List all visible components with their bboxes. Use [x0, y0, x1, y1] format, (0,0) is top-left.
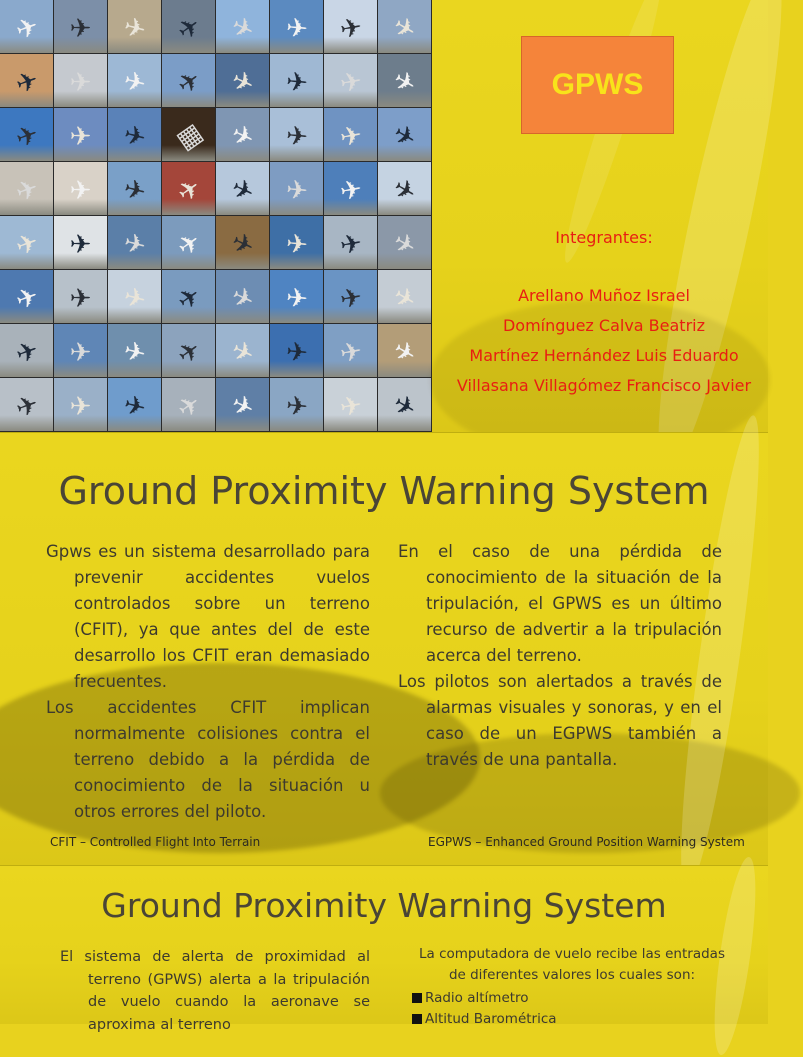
aircraft-thumbnail — [54, 108, 107, 161]
airliner-icon: ✈ — [337, 64, 364, 99]
airliner-icon: ✈ — [11, 9, 42, 46]
formation-icon: ✈ — [226, 9, 259, 46]
aircraft-thumbnail — [270, 162, 323, 215]
concorde-icon: ✈ — [120, 10, 149, 45]
aircraft-thumbnail — [270, 378, 323, 431]
aircraft-thumbnail — [324, 0, 377, 53]
fighter-icon: ✈ — [226, 63, 259, 100]
fighter-icon: ✈ — [170, 63, 207, 101]
aircraft-thumbnail — [324, 378, 377, 431]
airliner-icon: ✈ — [226, 171, 259, 208]
aircraft-thumbnail — [270, 54, 323, 107]
formation-icon: ✈ — [284, 173, 309, 206]
airliner-icon: ✈ — [284, 335, 309, 368]
aircraft-thumbnail — [216, 162, 269, 215]
aircraft-thumbnail — [108, 54, 161, 107]
left-column — [46, 539, 370, 825]
aircraft-thumbnail — [378, 0, 431, 53]
fighter-icon: ✈ — [226, 333, 259, 370]
fighter-icon: ✈ — [11, 333, 42, 370]
fighter-icon: ✈ — [170, 333, 207, 371]
aircraft-thumbnail — [270, 324, 323, 377]
paragraph: Los accidentes CFIT implican normalmente colisiones contra el terreno debido a la pérdida de conocimiento de la situación u otros errores del piloto. — [46, 698, 370, 821]
fighter-icon: ✈ — [226, 117, 259, 154]
bullet-item — [412, 988, 732, 1009]
formation-icon: ✈ — [284, 119, 309, 152]
aircraft-thumbnail-grid — [0, 0, 432, 432]
aircraft-thumbnail — [324, 108, 377, 161]
airliner-icon: ✈ — [11, 171, 42, 208]
aircraft-thumbnail — [54, 378, 107, 431]
aircraft-thumbnail — [378, 270, 431, 323]
aircraft-thumbnail — [54, 270, 107, 323]
aircraft-thumbnail — [378, 162, 431, 215]
paragraph: El sistema de alerta de proximidad al terreno (GPWS) alerta a la tripulación de vuelo cuando la aeronave se aproxima al terreno — [60, 949, 370, 1033]
fighter-icon: ✈ — [120, 334, 149, 369]
fighter-icon: ✈ — [120, 388, 149, 423]
airliner-icon: ✈ — [11, 387, 42, 424]
airliner-icon: ✈ — [120, 172, 149, 207]
airliner-icon: ✈ — [69, 228, 92, 259]
aircraft-thumbnail — [0, 324, 53, 377]
aircraft-thumbnail — [324, 324, 377, 377]
members-heading: Integrantes: — [555, 228, 653, 247]
fighter-icon: ✈ — [226, 387, 259, 424]
slide-title: Ground Proximity Warning System — [101, 886, 667, 925]
aircraft-thumbnail — [162, 324, 215, 377]
aircraft-thumbnail — [270, 108, 323, 161]
team-members — [440, 228, 768, 401]
aircraft-thumbnail — [378, 54, 431, 107]
member-name: Villasana Villagómez Francisco Javier — [456, 376, 752, 395]
aerobatic-icon: ✈ — [69, 174, 92, 205]
fighter-icon: ✈ — [226, 279, 259, 316]
airliner-icon: ✈ — [11, 117, 42, 154]
paragraph: En el caso de una pérdida de conocimiento de la situación de la tripulación, el GPWS es un último recurso de advertir a la tripulación acerca del terreno. — [398, 542, 722, 665]
aircraft-thumbnail — [0, 108, 53, 161]
airliner-icon: ✈ — [337, 334, 364, 369]
airliner-icon: ✈ — [69, 66, 92, 97]
airliner-icon: ✈ — [11, 63, 42, 100]
aircraft-thumbnail — [216, 324, 269, 377]
title-slide — [0, 0, 768, 432]
airliner-icon: ✈ — [337, 388, 364, 423]
member-name: Domínguez Calva Beatriz — [502, 316, 705, 335]
aircraft-thumbnail — [108, 216, 161, 269]
formation-icon: ✈ — [69, 390, 92, 421]
aircraft-thumbnail — [108, 324, 161, 377]
aircraft-thumbnail — [378, 324, 431, 377]
aircraft-thumbnail — [216, 108, 269, 161]
fighter-icon: ✈ — [387, 279, 422, 316]
airliner-icon: ✈ — [69, 282, 92, 313]
aircraft-thumbnail — [378, 378, 431, 431]
aircraft-thumbnail — [324, 54, 377, 107]
aircraft-thumbnail — [216, 270, 269, 323]
left-column — [60, 946, 370, 1036]
aircraft-thumbnail — [162, 216, 215, 269]
fighter-icon: ✈ — [337, 172, 364, 207]
aircraft-thumbnail — [0, 54, 53, 107]
aircraft-thumbnail — [54, 0, 107, 53]
aircraft-thumbnail — [0, 162, 53, 215]
fighter-icon: ✈ — [337, 10, 364, 45]
aircraft-thumbnail — [54, 216, 107, 269]
aircraft-thumbnail — [324, 216, 377, 269]
aircraft-thumbnail — [0, 378, 53, 431]
bullet-text: Radio altímetro — [425, 990, 529, 1006]
aircraft-thumbnail — [108, 0, 161, 53]
aircraft-thumbnail — [54, 162, 107, 215]
aircraft-thumbnail — [162, 270, 215, 323]
content-slide-2 — [0, 866, 768, 1033]
fighter-icon: ✈ — [387, 63, 422, 100]
fighter-icon: ✈ — [120, 280, 149, 315]
aircraft-thumbnail — [216, 0, 269, 53]
aircraft-thumbnail — [216, 216, 269, 269]
airliner-icon: ✈ — [120, 226, 149, 261]
aircraft-thumbnail — [162, 378, 215, 431]
concorde-icon: ✈ — [387, 333, 422, 370]
fighter-icon: ✈ — [284, 11, 309, 44]
badge-text: GPWS — [551, 68, 644, 101]
content-slide-1 — [0, 433, 768, 865]
fighter-icon: ✈ — [337, 226, 364, 261]
aircraft-thumbnail — [270, 0, 323, 53]
aircraft-thumbnail — [324, 162, 377, 215]
member-name: Martínez Hernández Luis Eduardo — [469, 346, 739, 365]
gpws-title-badge — [521, 36, 674, 134]
paragraph: La computadora de vuelo recibe las entradas de diferentes valores los cuales son: — [419, 946, 725, 983]
airliner-icon: ✈ — [69, 12, 92, 43]
bullet-item — [412, 1009, 732, 1030]
member-name: Arellano Muñoz Israel — [518, 286, 690, 305]
airliner-icon: ✈ — [11, 279, 42, 316]
aircraft-thumbnail — [324, 270, 377, 323]
fighter-icon: ✈ — [226, 225, 259, 262]
aircraft-thumbnail — [270, 270, 323, 323]
airliner-icon: ✈ — [387, 387, 422, 424]
formation-icon: ✈ — [284, 227, 309, 260]
formation-icon: ✈ — [69, 336, 92, 367]
cockpit-icon: ▦ — [169, 116, 208, 155]
airliner-icon: ✈ — [337, 280, 364, 315]
airliner-icon: ✈ — [11, 225, 42, 262]
aircraft-thumbnail — [378, 108, 431, 161]
aircraft-thumbnail — [108, 270, 161, 323]
aircraft-thumbnail — [216, 54, 269, 107]
right-column — [398, 539, 722, 773]
footnote-egpws: EGPWS – Enhanced Ground Position Warning System — [428, 835, 745, 849]
aircraft-thumbnail — [0, 270, 53, 323]
airliner-icon: ✈ — [337, 118, 364, 153]
slide-title: Ground Proximity Warning System — [58, 469, 710, 513]
aircraft-thumbnail — [108, 162, 161, 215]
aircraft-thumbnail — [54, 54, 107, 107]
aircraft-thumbnail — [378, 216, 431, 269]
aircraft-thumbnail — [270, 216, 323, 269]
fighter-icon: ✈ — [284, 281, 309, 314]
fighter-icon: ✈ — [284, 65, 309, 98]
fighter-icon: ✈ — [170, 387, 207, 425]
paragraph: Los pilotos son alertados a través de alarmas visuales y sonoras, y en el caso de un EGPWS también a través de una pantalla. — [398, 672, 722, 769]
airliner-icon: ✈ — [284, 389, 309, 422]
aircraft-thumbnail — [162, 0, 215, 53]
fighter-icon: ✈ — [387, 117, 422, 154]
airliner-icon: ✈ — [120, 64, 149, 99]
aircraft-thumbnail — [108, 378, 161, 431]
airliner-icon: ✈ — [387, 171, 422, 208]
aircraft-thumbnail — [0, 0, 53, 53]
fighter-icon: ✈ — [69, 120, 92, 151]
right-column — [412, 944, 732, 1030]
aircraft-thumbnail — [108, 108, 161, 161]
fighter-icon: ✈ — [387, 225, 422, 262]
square-bullet-icon — [412, 993, 422, 1003]
airliner-icon: ✈ — [170, 279, 207, 317]
aircraft-thumbnail — [162, 108, 215, 161]
paragraph: Gpws es un sistema desarrollado para prevenir accidentes vuelos controlados sobre un terreno (CFIT), ya que antes del de este desarrollo los CFIT eran demasiado frecuentes. — [46, 542, 370, 691]
airliner-icon: ✈ — [170, 171, 207, 209]
bullet-text: Altitud Barométrica — [425, 1011, 557, 1027]
aircraft-thumbnail — [216, 378, 269, 431]
formation-icon: ✈ — [170, 225, 207, 263]
airliner-icon: ✈ — [170, 9, 207, 47]
fighter-icon: ✈ — [387, 9, 422, 46]
airliner-icon: ✈ — [120, 118, 149, 153]
aircraft-thumbnail — [162, 162, 215, 215]
aircraft-thumbnail — [162, 54, 215, 107]
aircraft-thumbnail — [54, 324, 107, 377]
square-bullet-icon — [412, 1014, 422, 1024]
footnote-cfit: CFIT – Controlled Flight Into Terrain — [50, 835, 261, 849]
aircraft-thumbnail — [0, 216, 53, 269]
